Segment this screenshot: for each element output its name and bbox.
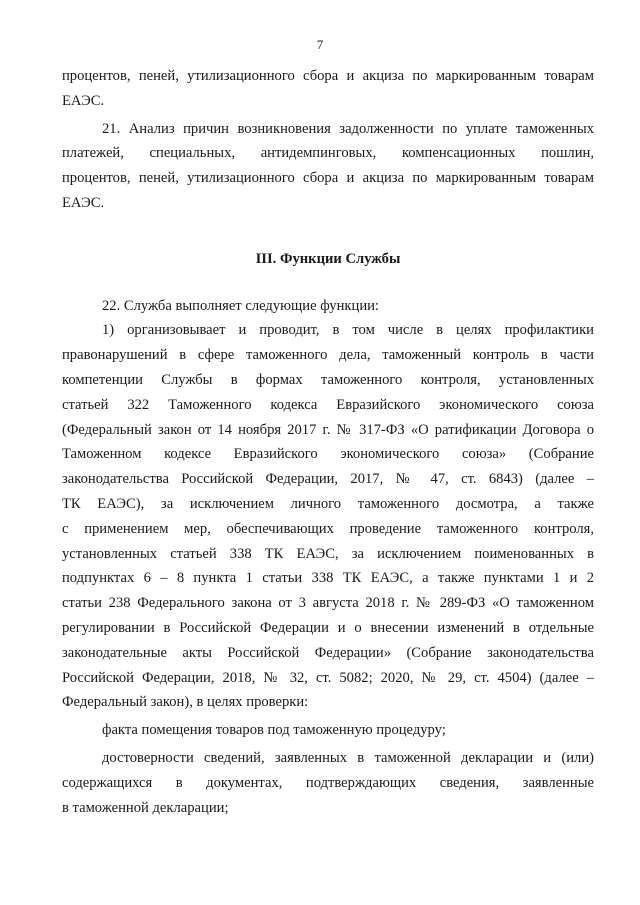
page-number: 7 [316, 37, 324, 52]
text-line: содержащихся в документах, подтверждающих сведения, заявленные [62, 774, 594, 791]
document-body [62, 64, 594, 820]
text-line: законодательные акты Российской Федерации» (Собрание законодательства [62, 644, 594, 661]
text-line: 21. Анализ причин возникновения задолженности по уплате таможенных [102, 120, 594, 137]
text-line: процентов, пеней, утилизационного сбора и акциза по маркированным товарам [62, 68, 594, 84]
text-line: в таможенной декларации; [62, 799, 229, 816]
text-line: ТК ЕАЭС), за исключением личного таможенного досмотра, а также [62, 495, 594, 512]
text-line: с применением мер, обеспечивающих проведение таможенного контроля, [62, 520, 594, 537]
section-heading: III. Функции Службы [255, 250, 401, 267]
text-line: установленных статьей 338 ТК ЕАЭС, за исключением поименованных в [62, 545, 594, 562]
text-line: (Федеральный закон от 14 ноября 2017 г. № 317-ФЗ «О ратификации Договора о [62, 421, 594, 438]
text-line: достоверности сведений, заявленных в таможенной декларации и (или) [102, 749, 594, 766]
text-line: компетенции Службы в формах таможенного контроля, установленных [62, 371, 594, 388]
text-line: подпунктах 6 – 8 пункта 1 статьи 338 ТК ЕАЭС, а также пунктами 1 и 2 [62, 570, 594, 587]
text-line: Таможенном кодексе Евразийского экономического союза» (Собрание [62, 446, 594, 463]
text-line: ЕАЭС. [62, 194, 105, 211]
text-line: 22. Служба выполняет следующие функции: [102, 297, 379, 314]
text-line: ЕАЭС. [62, 92, 105, 109]
text-line: Российской Федерации, 2018, № 32, ст. 5082; 2020, № 29, ст. 4504) (далее – [62, 669, 594, 686]
text-line: факта помещения товаров под таможенную процедуру; [102, 722, 446, 739]
text-line: регулировании в Российской Федерации и о внесении изменений в отдельные [62, 619, 594, 636]
text-line: 1) организовывает и проводит, в том числе в целях профилактики [102, 322, 594, 339]
text-line: статьей 322 Таможенного кодекса Евразийского экономического союза [62, 396, 594, 413]
text-line: статьи 238 Федерального закона от 3 августа 2018 г. № 289-ФЗ «О таможенном [62, 595, 594, 612]
text-line: правонарушений в сфере таможенного дела, таможенный контроль в части [62, 347, 594, 364]
text-line: процентов, пеней, утилизационного сбора и акциза по маркированным товарам [62, 170, 594, 187]
text-line: Федеральный закон), в целях проверки: [62, 694, 309, 711]
text-line: платежей, специальных, антидемпинговых, компенсационных пошлин, [62, 145, 594, 162]
text-line: законодательства Российской Федерации, 2017, № 47, ст. 6843) (далее – [62, 471, 594, 488]
